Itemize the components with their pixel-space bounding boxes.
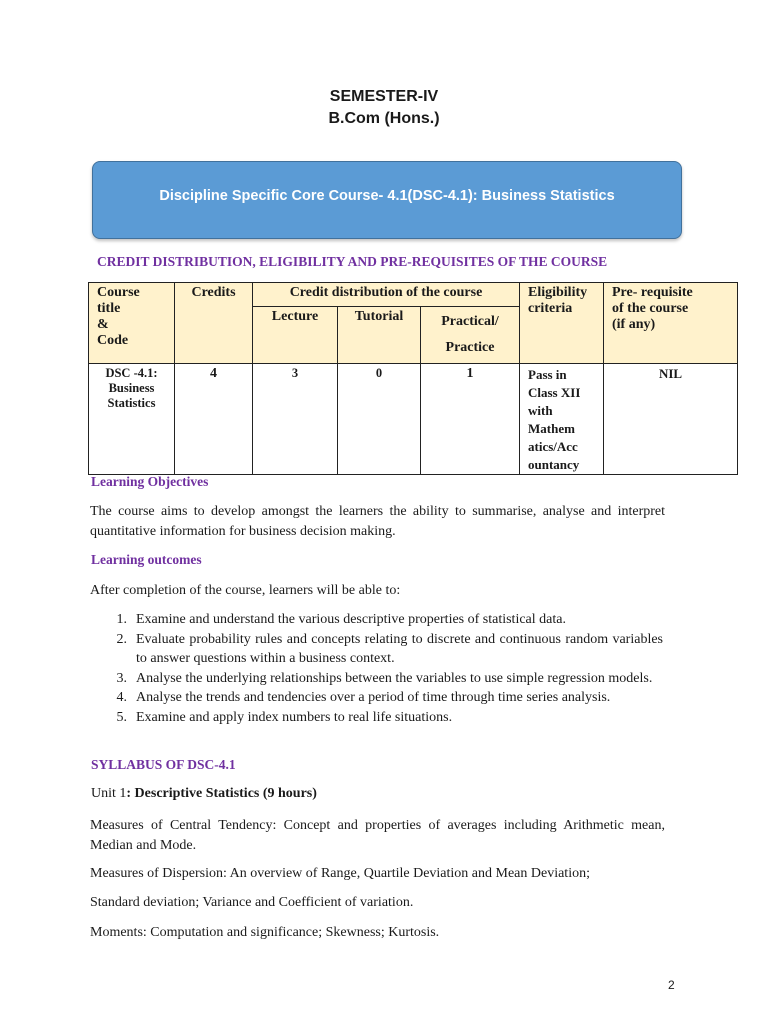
cell-lecture: 3 bbox=[253, 364, 338, 475]
header-credits: Credits bbox=[175, 283, 253, 364]
syllabus-heading: SYLLABUS OF DSC-4.1 bbox=[91, 757, 236, 772]
learning-outcomes-heading: Learning outcomes bbox=[91, 552, 202, 567]
header-practical: Practical/ Practice bbox=[421, 307, 520, 364]
header-credit-distribution: Credit distribution of the course bbox=[253, 283, 520, 307]
learning-outcomes-intro: After completion of the course, learners will be able to: bbox=[90, 583, 401, 598]
list-item: 3. Analyse the underlying relationships between the variables to use simple regression models. bbox=[116, 670, 653, 686]
cell-credits: 4 bbox=[175, 364, 253, 475]
list-item: 2. Evaluate probability rules and concepts relating to discrete and continuous random variables to answer questions within a business context. bbox=[116, 631, 663, 666]
learning-objectives-text: The course aims to develop amongst the learners the ability to summarise, analyse and interpret quantitative information for business decision making. bbox=[90, 504, 665, 539]
syllabus-paragraph-central-tendency: Measures of Central Tendency: Concept and properties of averages including Arithmetic mean, Median and Mode. bbox=[90, 818, 665, 853]
course-banner-title: Discipline Specific Core Course- 4.1(DSC-4.1): Business Statistics bbox=[159, 188, 615, 204]
cell-eligibility: Pass in Class XII with Mathem atics/Acc ountancy bbox=[520, 364, 604, 475]
course-banner bbox=[92, 161, 682, 239]
cell-tutorial: 0 bbox=[338, 364, 421, 475]
header-prerequisite: Pre- requisite of the course (if any) bbox=[604, 283, 738, 364]
credit-section-heading: CREDIT DISTRIBUTION, ELIGIBILITY AND PRE-REQUISITES OF THE COURSE bbox=[97, 254, 608, 269]
program-title: B.Com (Hons.) bbox=[328, 110, 440, 127]
header-tutorial: Tutorial bbox=[338, 307, 421, 364]
list-item: 5. Examine and apply index numbers to real life situations. bbox=[116, 709, 453, 725]
credit-distribution-table bbox=[88, 282, 738, 475]
list-item: 4. Analyse the trends and tendencies over a period of time through time series analysis. bbox=[116, 690, 611, 705]
cell-practical: 1 bbox=[421, 364, 520, 475]
syllabus-paragraph-dispersion: Measures of Dispersion: An overview of Range, Quartile Deviation and Mean Deviation; bbox=[90, 866, 590, 881]
syllabus-paragraph-standard-deviation: Standard deviation; Variance and Coefficient of variation. bbox=[90, 895, 414, 910]
semester-title: SEMESTER-IV bbox=[329, 88, 439, 105]
learning-outcomes-list bbox=[90, 610, 663, 727]
learning-objectives-heading: Learning Objectives bbox=[91, 474, 209, 489]
header-lecture: Lecture bbox=[253, 307, 338, 364]
header-course-title: Course title & Code bbox=[89, 283, 175, 364]
syllabus-paragraph-moments: Moments: Computation and significance; Skewness; Kurtosis. bbox=[90, 925, 440, 940]
page-number: 2 bbox=[668, 978, 675, 992]
cell-prerequisite: NIL bbox=[604, 364, 738, 475]
unit-1-heading: Unit 1: Descriptive Statistics (9 hours) bbox=[91, 786, 317, 801]
list-item: 1. Examine and understand the various descriptive properties of statistical data. bbox=[116, 612, 566, 627]
cell-course-code: DSC -4.1: Business Statistics bbox=[89, 364, 175, 475]
header-eligibility: Eligibility criteria bbox=[520, 283, 604, 364]
